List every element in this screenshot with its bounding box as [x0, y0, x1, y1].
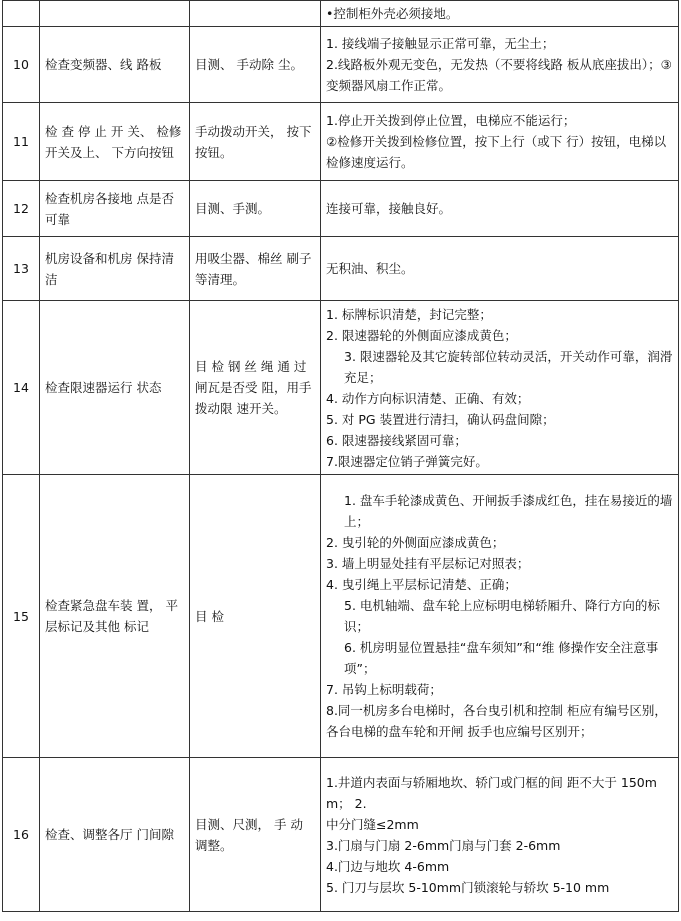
requirement-line: 2. 限速器轮的外侧面应漆成黄色； [326, 327, 517, 343]
table-row [3, 181, 679, 237]
requirement-line: 5. 门刀与层坎 5-10mm门锁滚轮与轿坎 5-10 mm [326, 879, 610, 895]
row-number [3, 1, 40, 27]
requirement-line: 7. 吊钩上标明载荷； [326, 682, 442, 697]
table-row [3, 301, 679, 475]
row-number: 11 [3, 103, 40, 181]
check-method: 目测、手测。 [190, 181, 321, 237]
requirement-line: 2. 曳引轮的外侧面应漆成黄色； [326, 535, 505, 550]
requirement-line: 4.门边与地坎 4-6mm [326, 858, 450, 874]
row-number: 14 [3, 301, 40, 475]
requirement-cell [321, 758, 679, 912]
requirement-line: 1. 盘车手轮漆成黄色、开闸扳手漆成红色，挂在易接近的墙上； [344, 493, 673, 529]
requirement-line: 3. 限速器轮及其它旋转部位转动灵活，开关动作可靠，润滑充足； [344, 348, 673, 385]
row-number: 12 [3, 181, 40, 237]
check-method: 目 检 钢 丝 绳 通 过闸瓦是否受 阻，用手拨动限 速开关。 [190, 301, 321, 475]
table-row [3, 758, 679, 912]
requirement-line: 无积油、积尘。 [326, 261, 414, 276]
check-item: 检查紧急盘车装 置， 平层标记及其他 标记 [40, 475, 190, 758]
requirement-cell [321, 475, 679, 758]
requirement-line: •控制柜外壳必须接地。 [326, 6, 459, 21]
requirement-line: 连接可靠，接触良好。 [326, 201, 452, 216]
check-item: 检查限速器运行 状态 [40, 301, 190, 475]
requirement-cell [321, 103, 679, 181]
check-method: 目测、尺测， 手 动调整。 [190, 758, 321, 912]
row-number: 13 [3, 237, 40, 301]
check-item: 检 查 停 止 开 关、 检修开关及上、 下方向按钮 [40, 103, 190, 181]
check-method [190, 1, 321, 27]
row-number: 10 [3, 27, 40, 103]
requirement-line: 1. 接线端子接触显示正常可靠，无尘土； [326, 36, 555, 51]
check-method: 手动拨动开关， 按下按钮。 [190, 103, 321, 181]
requirement-line: 6. 机房明显位置悬挂“盘车须知”和“维 修操作安全注意事项”； [344, 640, 659, 676]
check-item [40, 1, 190, 27]
requirement-cell [321, 1, 679, 27]
requirement-line: 1.井道内表面与轿厢地坎、轿门或门框的间 距不大于 150mm； 2. [326, 774, 657, 811]
requirement-cell [321, 27, 679, 103]
requirement-line: 5. 对 PG 装置进行清扫，确认码盘间隙； [326, 411, 555, 427]
maintenance-table [2, 0, 679, 912]
requirement-line: 3. 墙上明显处挂有平层标记对照表； [326, 556, 530, 571]
table-row [3, 475, 679, 758]
requirement-line: 8.同一机房多台电梯时，各台曳引机和控制 柜应有编号区别，各台电梯的盘车轮和开闸 扳手也应编号区别开； [326, 703, 667, 739]
table-row [3, 1, 679, 27]
requirement-line: 5. 电机轴端、盘车轮上应标明电梯轿厢升、降行方向的标识； [344, 598, 660, 634]
requirement-line: 中分门缝≤2mm [326, 816, 419, 832]
check-method: 目 检 [190, 475, 321, 758]
requirement-line: 1.停止开关拨到停止位置，电梯应不能运行； [326, 113, 576, 128]
requirement-line: 6. 限速器接线紧固可靠； [326, 432, 467, 448]
row-number: 15 [3, 475, 40, 758]
check-method: 目测、 手动除 尘。 [190, 27, 321, 103]
requirement-cell [321, 237, 679, 301]
check-item: 检查变频器、线 路板 [40, 27, 190, 103]
requirement-line: 4. 曳引绳上平层标记清楚、正确； [326, 577, 517, 592]
requirement-line: ②检修开关拨到检修位置，按下上行（或下 行）按钮，电梯以检修速度运行。 [326, 134, 667, 170]
requirement-cell [321, 301, 679, 475]
check-method: 用吸尘器、棉丝 刷子等清理。 [190, 237, 321, 301]
requirement-line: 7.限速器定位销子弹簧完好。 [326, 453, 488, 469]
row-number: 16 [3, 758, 40, 912]
check-item: 检查、调整各厅 门间隙 [40, 758, 190, 912]
check-item: 检查机房各接地 点是否可靠 [40, 181, 190, 237]
requirement-line: 4. 动作方向标识清楚、正确、有效； [326, 390, 530, 406]
requirement-line: 1. 标牌标识清楚，封记完整； [326, 306, 492, 322]
table-row [3, 27, 679, 103]
requirement-line: 2.线路板外观无变色，无发热（不要将线路 板从底座拔出）；③ 变频器风扇工作正常。 [326, 57, 672, 93]
requirement-cell [321, 181, 679, 237]
requirement-line: 3.门扇与门扇 2-6mm门扇与门套 2-6mm [326, 837, 561, 853]
table-row [3, 103, 679, 181]
check-item: 机房设备和机房 保持清洁 [40, 237, 190, 301]
table-row [3, 237, 679, 301]
